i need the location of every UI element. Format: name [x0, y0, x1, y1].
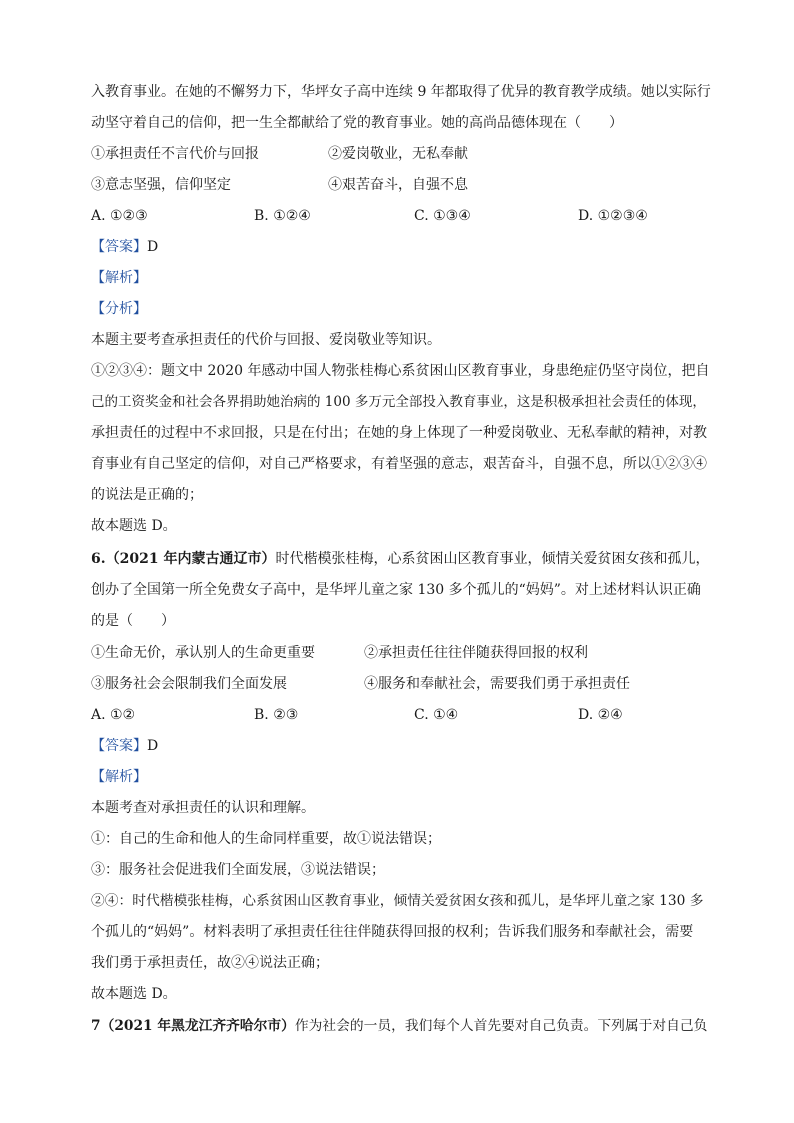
q7-stem-text: 作为社会的一员，我们每个人首先要对自己负责。下列属于对自己负 [294, 1018, 708, 1034]
q5-fenxi: 本题主要考查承担责任的代价与回报、爱岗敬业等知识。 [91, 332, 441, 348]
q6-conclusion: 故本题选 D。 [91, 986, 177, 1002]
q6-jiexi-line1: ①：自己的生命和他人的生命同样重要，故①说法错误； [91, 831, 441, 847]
q6-answer [91, 736, 711, 756]
q5-answer-tag: 【答案】 [91, 239, 147, 255]
q7-source: （2021 年黑龙江齐齐哈尔市） [100, 1018, 295, 1034]
q6-choice-c: C. ①④ [414, 707, 459, 723]
q6-option-4: ④服务和奉献社会，需要我们勇于承担责任 [364, 676, 630, 692]
q5-jiexi-line5: 的说法是正确的； [91, 487, 203, 503]
q5-stem-line2: 动坚守着自己的信仰，把一生全都献给了党的教育事业。她的高尚品德体现在（ ） [91, 115, 623, 131]
q5-option-2: ②爱岗敬业，无私奉献 [328, 146, 468, 162]
q5-conclusion: 故本题选 D。 [91, 518, 177, 534]
q6-jiexi-line5: 我们勇于承担责任，故②④说法正确； [91, 955, 329, 971]
q5-option-4: ④艰苦奋斗，自强不息 [328, 177, 468, 193]
q6-analysis-tag: 【解析】 [91, 769, 147, 785]
q5-jiexi-line3: 承担责任的过程中不求回报，只是在付出；在她的身上体现了一种爱岗敬业、无私奉献的精神，对教 [91, 425, 707, 441]
q7-stem-line1 [91, 1016, 711, 1036]
q6-answer-tag: 【答案】 [91, 738, 147, 754]
q5-stem-line1: 入教育事业。在她的不懈努力下，华坪女子高中连续 9 年都取得了优异的教育教学成绩。她以实际行 [91, 84, 711, 100]
q5-option-1: ①承担责任不言代价与回报 [91, 146, 259, 162]
q6-choice-d: D. ②④ [578, 707, 623, 723]
q6-stem-line2: 创办了全国第一所全免费女子高中，是华坪儿童之家 130 多个孤儿的“妈妈”。对上述材料认识正确 [91, 582, 701, 598]
q6-number: 6. [91, 551, 106, 567]
q5-choice-b: B. ①②④ [254, 208, 311, 224]
q6-stem-line1 [91, 549, 711, 569]
q5-choice-d: D. ①②③④ [578, 208, 648, 224]
q6-option-1: ①生命无价，承认别人的生命更重要 [91, 645, 315, 661]
q6-answer-value: D [147, 738, 159, 754]
q5-jiexi-line2: 己的工资奖金和社会各界捐助她治病的 100 多万元全部投入教育事业，这是积极承担社会责任的体现， [91, 394, 706, 410]
q6-stem-line3: 的是（ ） [91, 613, 175, 629]
q6-intro: 本题考查对承担责任的认识和理解。 [91, 800, 315, 816]
q5-jiexi-line4: 育事业有自己坚定的信仰，对自己严格要求，有着坚强的意志，艰苦奋斗，自强不息，所以①②③④ [91, 456, 707, 472]
q6-option-2: ②承担责任往往伴随获得回报的权利 [364, 645, 588, 661]
q5-fenxi-tag: 【分析】 [91, 301, 147, 317]
q5-answer-value: D [147, 239, 159, 255]
q6-choice-a: A. ①② [91, 707, 136, 723]
q6-jiexi-line3: ②④：时代楷模张桂梅，心系贫困山区教育事业，倾情关爱贫困女孩和孤儿，是华坪儿童之家 130 多 [91, 893, 704, 909]
q5-choice-a: A. ①②③ [91, 208, 148, 224]
q5-option-3: ③意志坚强，信仰坚定 [91, 177, 231, 193]
q6-jiexi-line2: ③：服务社会促进我们全面发展，③说法错误； [91, 862, 385, 878]
q5-jiexi-line1: ①②③④：题文中 2020 年感动中国人物张桂梅心系贫困山区教育事业，身患绝症仍坚守岗位，把自 [91, 363, 710, 379]
q5-analysis-tag: 【解析】 [91, 270, 147, 286]
q5-answer [91, 237, 711, 257]
q6-jiexi-line4: 个孤儿的“妈妈”。材料表明了承担责任往往伴随获得回报的权利；告诉我们服务和奉献社会，需要 [91, 924, 694, 940]
q6-option-3: ③服务社会会限制我们全面发展 [91, 676, 287, 692]
q6-choice-b: B. ②③ [254, 707, 299, 723]
q5-choice-c: C. ①③④ [414, 208, 471, 224]
q7-number: 7 [91, 1018, 101, 1034]
q6-source: （2021 年内蒙古通辽市） [105, 551, 276, 567]
q6-stem-text: 时代楷模张桂梅，心系贫困山区教育事业，倾情关爱贫困女孩和孤儿， [275, 551, 710, 567]
